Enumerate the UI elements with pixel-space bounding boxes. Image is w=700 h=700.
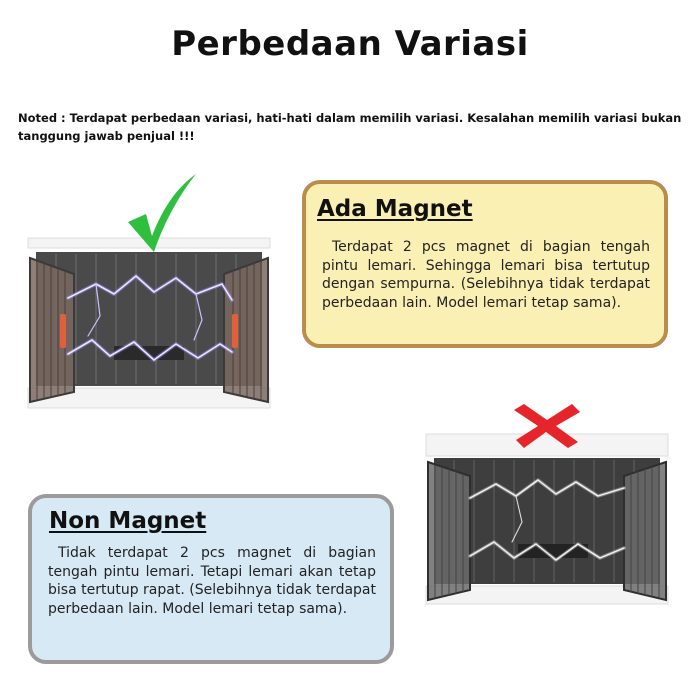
magnet-variant-heading: Ada Magnet bbox=[317, 196, 473, 222]
cabinet-non-magnet-image bbox=[424, 432, 670, 608]
magnet-variant-card bbox=[302, 180, 668, 348]
non-magnet-variant-card bbox=[28, 494, 394, 664]
non-magnet-variant-description: Tidak terdapat 2 pcs magnet di bagian tengah pintu lemari. Tetapi lemari akan tetap bisa tertutup rapat. (Selebihnya tidak terdapat perbedaan lain. Model lemari tetap sama). bbox=[48, 545, 376, 617]
cross-icon bbox=[512, 402, 582, 450]
check-icon bbox=[124, 170, 200, 256]
cabinet-magnet-image bbox=[26, 236, 272, 412]
non-magnet-variant-heading: Non Magnet bbox=[49, 508, 207, 534]
magnet-variant-description: Terdapat 2 pcs magnet di bagian tengah pintu lemari. Sehingga lemari bisa tertutup dengan sempurna. (Selebihnya tidak terdapat perbedaan lain. Model lemari tetap sama). bbox=[322, 239, 650, 311]
page-title: Perbedaan Variasi bbox=[171, 24, 529, 64]
warning-note: Noted : Terdapat perbedaan variasi, hati-hati dalam memilih variasi. Kesalahan memilih variasi bukan tanggung jawab penjual !!! bbox=[18, 111, 682, 143]
